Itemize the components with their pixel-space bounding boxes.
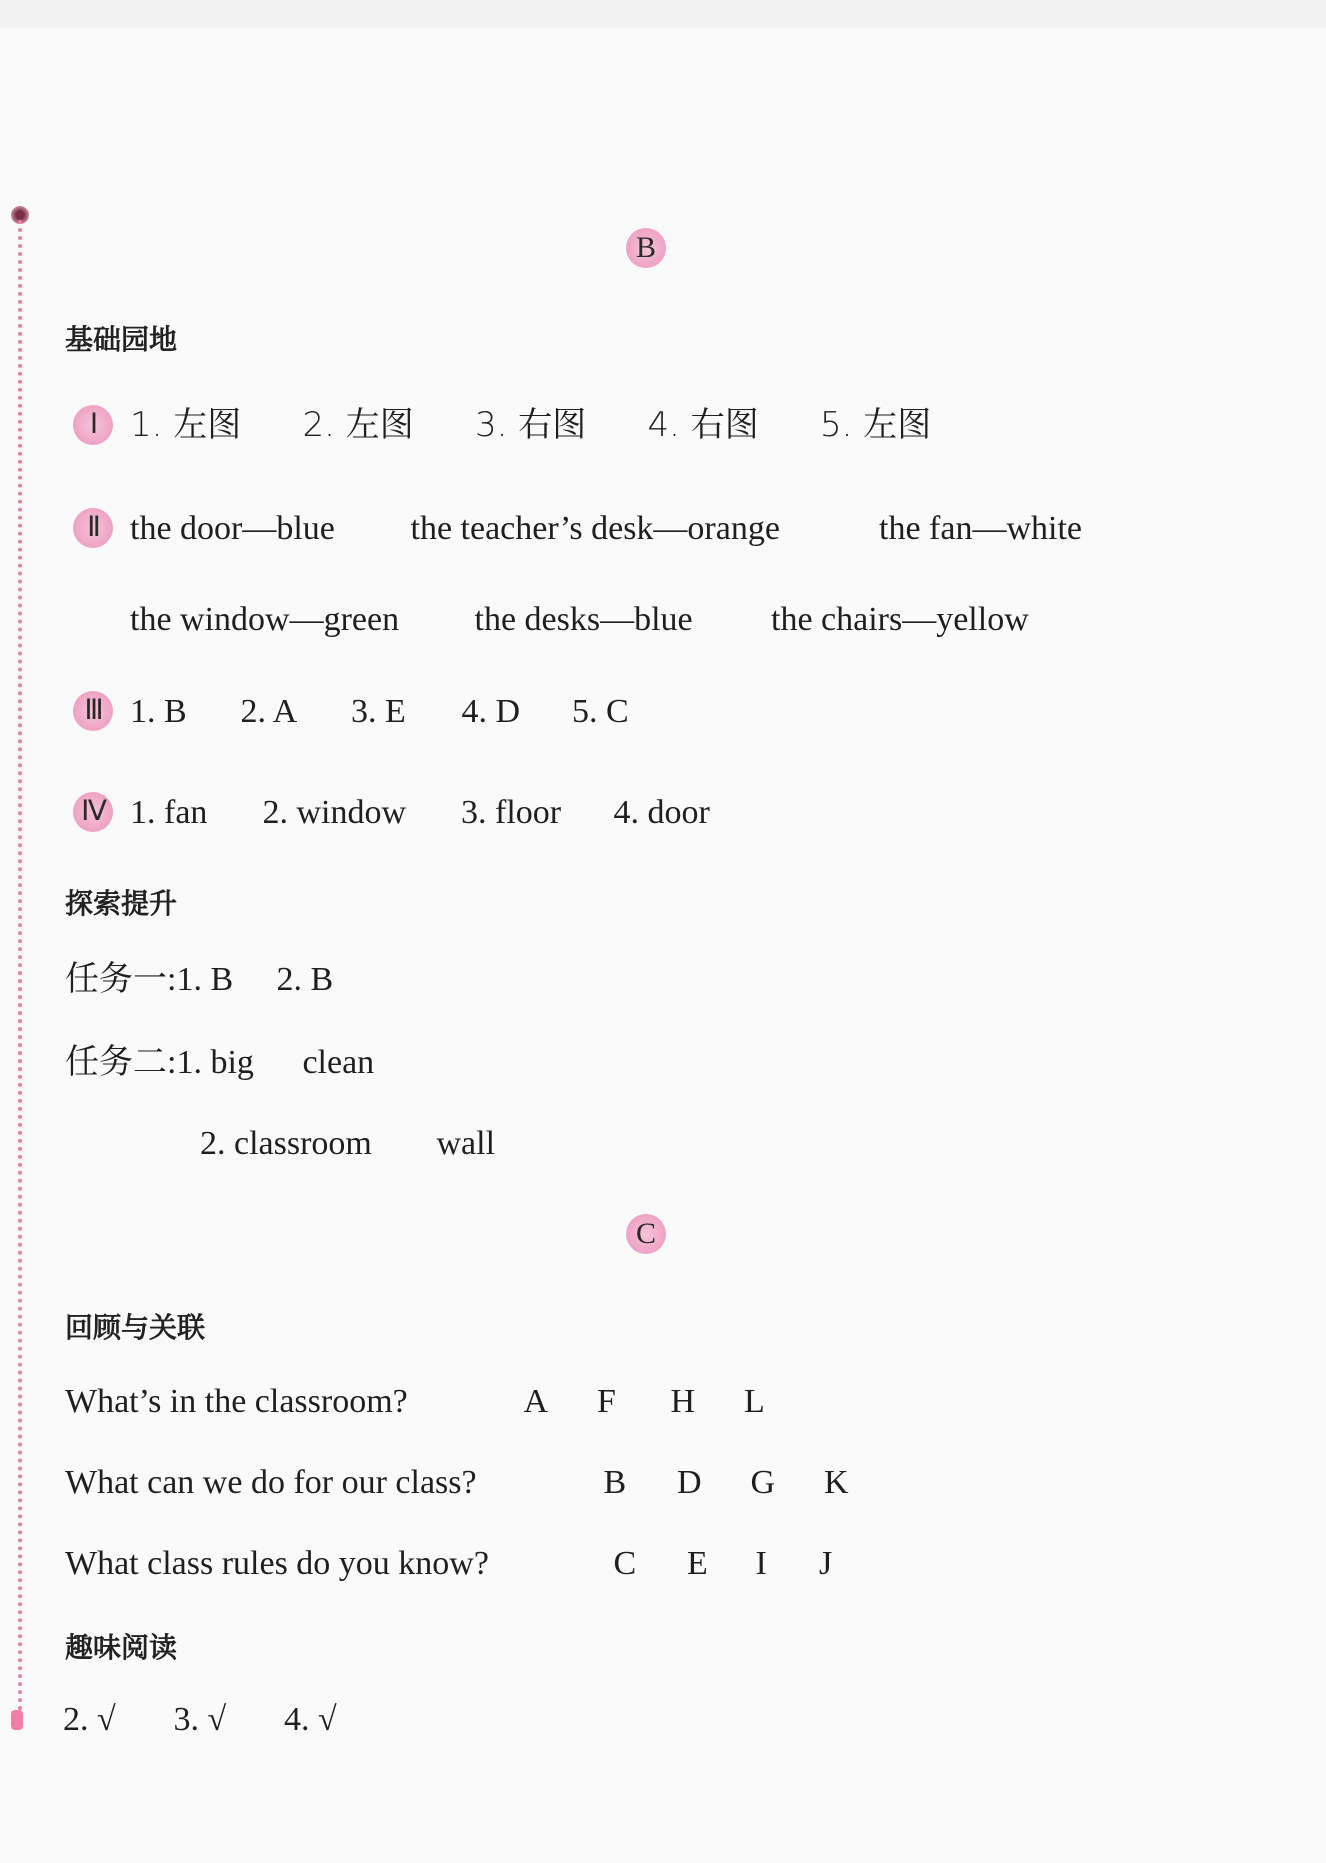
- q4-label: Ⅳ: [81, 796, 105, 827]
- q4-answer: 4. door: [613, 794, 710, 831]
- heading-basic: 基础园地: [65, 323, 178, 356]
- review-row: [65, 1466, 849, 1500]
- task2-answer: clean: [302, 1044, 375, 1081]
- q2-pair: the desks—blue: [474, 601, 693, 638]
- review-answer: B: [603, 1464, 627, 1501]
- q2-badge: [73, 508, 113, 548]
- review-answer: I: [755, 1545, 767, 1582]
- review-answer: D: [677, 1464, 702, 1501]
- margin-tab: [11, 1710, 23, 1730]
- review-row: [65, 1547, 832, 1581]
- q2-line-2: [130, 603, 1029, 637]
- review-answer: L: [744, 1383, 765, 1420]
- q4-badge: [73, 792, 113, 832]
- task2-row-2: [200, 1127, 495, 1161]
- reading-answer: 4. √: [284, 1701, 337, 1738]
- review-question: What can we do for our class?: [65, 1464, 477, 1501]
- task2-colon: :: [167, 1044, 177, 1081]
- review-answer: J: [819, 1545, 833, 1582]
- section-b-letter: B: [635, 231, 656, 264]
- task2-answer: 1. big: [176, 1044, 254, 1081]
- q2-label: Ⅱ: [87, 512, 99, 543]
- heading-reading: 趣味阅读: [65, 1631, 178, 1664]
- review-answer: F: [597, 1383, 616, 1420]
- task2-label: 任务二: [65, 1042, 167, 1082]
- q3-label: Ⅲ: [84, 695, 102, 726]
- task1-label: 任务一: [65, 959, 167, 999]
- q4-answer: 3. floor: [461, 794, 562, 831]
- q2-pair: the teacher’s desk—orange: [410, 510, 780, 547]
- review-question: What’s in the classroom?: [65, 1383, 408, 1420]
- review-answer: H: [670, 1383, 696, 1420]
- review-answer: K: [824, 1464, 849, 1501]
- q3-answer: 4. D: [461, 693, 521, 730]
- q4-answers: [130, 796, 710, 830]
- q2-pair: the window—green: [130, 601, 400, 638]
- section-c-letter: C: [635, 1217, 656, 1250]
- review-question: What class rules do you know?: [65, 1545, 489, 1582]
- task2-answer: wall: [436, 1125, 496, 1162]
- q4-answer: 2. window: [262, 794, 407, 831]
- task2-row-1: [65, 1042, 375, 1082]
- q1-label: Ⅰ: [89, 409, 97, 440]
- q1-answer: 1. 左图: [130, 405, 242, 445]
- review-answer: C: [613, 1545, 637, 1582]
- task1-answer: 1. B: [176, 961, 234, 998]
- q3-answers: [130, 695, 629, 729]
- task1-row: [65, 959, 334, 999]
- q1-answer: 2. 左图: [302, 405, 414, 445]
- heading-review: 回顾与关联: [65, 1311, 206, 1344]
- heading-explore: 探索提升: [65, 887, 178, 920]
- scan-top-strip: [0, 0, 1326, 28]
- q2-pair: the door—blue: [130, 510, 335, 547]
- q1-answer: 4. 右图: [647, 405, 759, 445]
- q3-answer: 1. B: [130, 693, 187, 730]
- section-c-badge: [626, 1214, 666, 1254]
- q3-answer: 2. A: [240, 693, 298, 730]
- q1-answer: 3. 右图: [475, 405, 587, 445]
- q2-pair: the fan—white: [879, 510, 1082, 547]
- task1-answer: 2. B: [276, 961, 334, 998]
- review-row: [65, 1385, 765, 1419]
- review-answer: E: [687, 1545, 708, 1582]
- q3-answer: 3. E: [351, 693, 406, 730]
- q1-answers: [130, 405, 932, 445]
- section-b-badge: [626, 228, 666, 268]
- reading-answers: [63, 1703, 337, 1737]
- reading-answer: 2. √: [63, 1701, 116, 1738]
- task2-answer: 2. classroom: [200, 1125, 372, 1162]
- q3-badge: [73, 691, 113, 731]
- q1-badge: [73, 405, 113, 445]
- q3-answer: 5. C: [572, 693, 629, 730]
- review-answer: A: [523, 1383, 549, 1420]
- margin-dotted-line: [18, 220, 22, 1720]
- task1-colon: :: [167, 961, 177, 998]
- q2-line-1: [130, 512, 1082, 546]
- reading-answer: 3. √: [173, 1701, 227, 1738]
- q2-pair: the chairs—yellow: [771, 601, 1029, 638]
- review-answer: G: [750, 1464, 776, 1501]
- q1-answer: 5. 左图: [820, 405, 932, 445]
- q4-answer: 1. fan: [130, 794, 208, 831]
